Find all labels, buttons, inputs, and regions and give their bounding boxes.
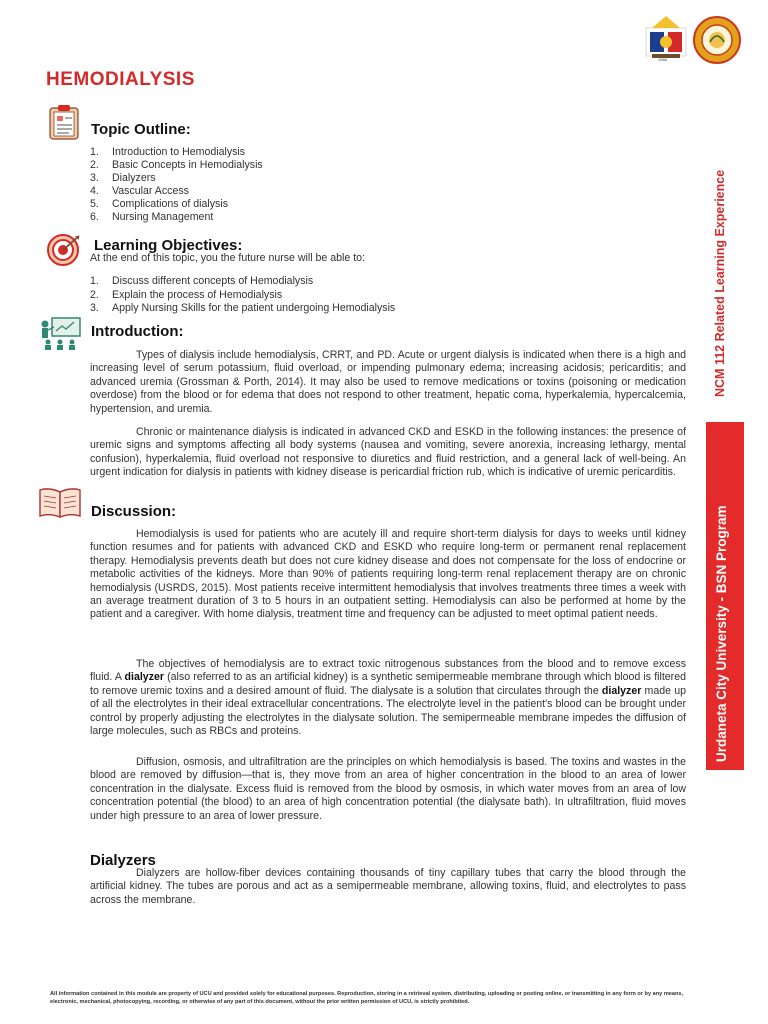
institution-logo-left (642, 14, 690, 64)
learning-objectives-list (90, 275, 590, 316)
discussion-heading: Discussion: (91, 503, 177, 520)
dialyzer-term: dialyzer (601, 684, 642, 697)
introduction-paragraph-2: Chronic or maintenance dialysis is indicated in advanced CKD and ESKD in the following instances: the presence of uremic signs and symptoms affecting all body systems (nausea and vomiting, severe anorexia, increasing lethargy, mental confusion), hyperkalemia, fluid overload not responsive to diuretics and fluid restriction, and a general lack of well-being. An urgent indication for dialysis in patients with kidney disease is pericardial friction rub, which is indicative of uremic pericarditis. (90, 426, 686, 479)
list-item: 2. Basic Concepts in Hemodialysis (90, 158, 263, 171)
dialyzers-paragraph: Dialyzers are hollow-fiber devices containing thousands of tiny capillary tubes that carry the blood through the artificial kidney. The tubes are porous and act as a semipermeable membrane, allowing toxins, fluid, and electrolytes to pass across the membrane. (90, 867, 686, 906)
discussion-paragraph-3: Diffusion, osmosis, and ultrafiltration are the principles on which hemodialysis is based. The toxins and wastes in the blood are removed by diffusion—that is, they move from an area of higher concentration in the blood to an area of lower concentration in the dialysate. Excess fluid is removed from the blood by osmosis, in which water moves from an area of low concentration potential (the blood) to an area of high concentration potential (the dialysate bath). In ultrafiltration, fluid moves under high pressure to an area of lower pressure. (90, 756, 686, 822)
list-item: 1. Discuss different concepts of Hemodialysis (90, 275, 314, 287)
copyright-footer: All information contained in this module are property of UCU and provided solely for educational purposes. Reproduction, storing in a retrieval system, distributing, uploading or posting online, or transmitting in any form or by any means, electronic, mechanical, photocopying, recording, or otherwise of any part of this document, without the prior written permission of UCU, is strictly prohibited. (50, 991, 684, 1005)
logo-year: 1968 (658, 57, 667, 62)
university-seal-logo (693, 16, 741, 64)
discussion-paragraph-2: The objectives of hemodialysis are to extract toxic nitrogenous substances from the blood and to remove excess fluid. A dialyzer (also referred to as an artificial kidney) is a synthetic semipermeable membrane through which blood is filtered to remove uremic toxins and a desired amount of fluid. The dialysate is a solution that circulates through the dialyzer made up of all the electrolytes in their ideal extracellular concentrations. The electrolyte level in the patient's blood can be brought under control by properly adjusting the electrolytes in the dialysate solution. The semipermeable membrane impedes the diffusion of large molecules, such as RBCs and proteins. (90, 658, 687, 738)
dialyzers-heading: Dialyzers (90, 852, 156, 869)
list-item: 4. Vascular Access (90, 184, 189, 197)
topic-outline-heading: Topic Outline: (91, 121, 191, 138)
list-item: 3. Apply Nursing Skills for the patient undergoing Hemodialysis (90, 302, 396, 314)
introduction-heading: Introduction: (91, 323, 184, 340)
discussion-paragraph-1: Hemodialysis is used for patients who are acutely ill and require short-term dialysis for days to weeks until kidney function resumes and for patients with advanced CKD and ESKD who require long-term or permanent renal replacement therapy. Hemodialysis prevents death but does not cure kidney disease and does not compensate for the loss of endocrine or metabolic activities of the kidneys. More than 90% of patients requiring long-term renal replacement therapy are on chronic hemodialysis (USRDS, 2015). Most patients receive intermittent hemodialysis that involves treatments three times a week with an average treatment duration of 3 to 5 hours in an outpatient setting. Hemodialysis can also be performed at home by the patient and a caregiver. With home dialysis, treatment time and frequency can be adjusted to meet optimal patient needs. (90, 528, 686, 621)
list-item: 1. Introduction to Hemodialysis (90, 146, 246, 158)
course-side-label: NCM 112 Related Learning Experience (713, 169, 727, 397)
introduction-paragraph-1: Types of dialysis include hemodialysis, CRRT, and PD. Acute or urgent dialysis is indicated when there is a high and increasing level of serum potassium, fluid overload, or impending pulmonary edema; increasing acidosis; pericarditis; and advanced uremia (Grossman & Porth, 2014). It may also be used to remove medications or toxins (poisoning or medication overdose) from the blood or for edema that does not respond to other treatment, hepatic coma, hyperkalemia, hypercalcemia, hypertension, and uremia. (90, 349, 686, 415)
topic-outline-list (90, 146, 490, 223)
list-item: 6. Nursing Management (90, 210, 214, 223)
teacher-board-icon (38, 316, 82, 357)
list-item: 5. Complications of dialysis (90, 197, 228, 210)
program-side-banner: Urdaneta City University - BSN Program (706, 422, 744, 770)
target-icon (46, 232, 84, 273)
learning-objectives-heading: Learning Objectives: (94, 237, 243, 254)
open-book-icon (37, 486, 83, 525)
learning-objectives-intro: At the end of this topic, you the future nurse will be able to: (90, 252, 366, 264)
clipboard-icon (47, 104, 81, 145)
list-item: 2. Explain the process of Hemodialysis (90, 288, 283, 301)
page-title: HEMODIALYSIS (46, 69, 195, 90)
list-item: 3. Dialyzers (90, 171, 156, 184)
dialyzer-term: dialyzer (124, 671, 164, 684)
